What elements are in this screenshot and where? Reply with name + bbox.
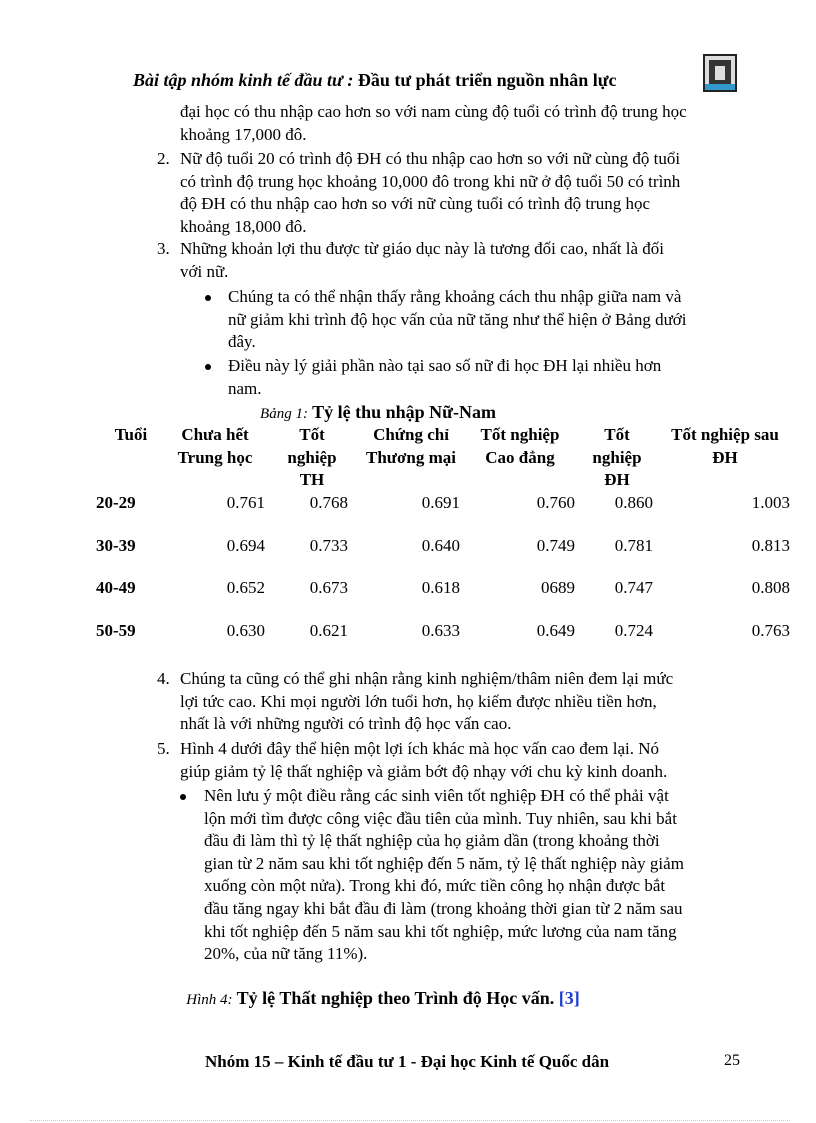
body-line: 20%, của nữ tăng 11%). [204,944,368,964]
table-cell: 0.761 [226,493,265,512]
table-header-cell: Chứng chỉ [373,425,449,444]
body-line: Nên lưu ý một điều rằng các sinh viên tốt nghiệp ĐH có thể phải vật [204,786,669,805]
table-cell: 0.860 [614,493,653,512]
table-row-age: 40-49 [96,578,136,597]
table-cell: 0.808 [751,578,790,597]
list-number: 2. [157,149,170,168]
university-logo-icon [703,54,737,92]
page-edge-divider [30,1120,790,1121]
body-line: xuống còn một nửa). Trong khi đó, mức tiền công họ nhận được bắt [204,876,666,896]
body-line: đầu đi làm thì tỷ lệ thất nghiệp của họ giảm dần (trong khoảng thời [204,831,660,851]
body-line: khi tốt nghiệp đến 5 năm sau khi tốt nghiệp, mức lương của nam tăng [204,921,677,941]
table-header-cell: Thương mại [366,447,456,467]
body-line: đại học có thu nhập cao hơn so với nam cùng độ tuổi có trình độ trung học [180,102,687,121]
body-line: đầu tăng ngay khi bắt đầu đi làm (trong khoảng thời gian từ 2 năm sau [204,899,683,918]
body-line: Chúng ta cũng có thể ghi nhận rằng kinh nghiệm/thâm niên đem lại mức [180,669,674,688]
body-line: nữ giảm khi trình độ học vấn của nữ tăng như thể hiện ở Bảng dưới [228,309,687,329]
body-line: với nữ. [180,261,229,281]
table-cell: 0.630 [226,621,265,640]
table-header-cell: Cao đẳng [485,447,555,467]
body-line: Chúng ta có thể nhận thấy rằng khoảng cách thu nhập giữa nam và [228,287,682,306]
table-cell: 0.760 [536,493,575,512]
body-line: Điều này lý giải phần nào tại sao số nữ đi học ĐH lại nhiều hơn [228,356,662,375]
page-footer: Nhóm 15 – Kinh tế đầu tư 1 - Đại học Kinh tế Quốc dân [205,1052,610,1071]
body-line: khoảng 18,000 đô. [180,216,307,236]
bullet-icon [180,794,186,800]
body-line: lợi tức cao. Khi mọi người lớn tuổi hơn, họ kiếm được nhiều tiền hơn, [180,691,657,711]
header-topic: Đầu tư phát triển nguồn nhân lực [353,70,617,90]
table-header-cell: nghiệp [287,447,337,467]
table-header-cell: Chưa hết [181,425,249,444]
table-cell: 0.633 [421,621,460,640]
table-header-cell: nghiệp [592,447,642,467]
table-cell: 0689 [541,578,575,597]
table-cell: 0.621 [309,621,348,640]
table-cell: 0.763 [751,621,790,640]
table-cell: 0.813 [751,536,790,555]
table-header-cell: TH [299,470,325,490]
table-cell: 0.747 [614,578,653,597]
header-course: Bài tập nhóm kinh tế đầu tư : [133,70,354,90]
table-row-age: 20-29 [96,493,136,512]
table-header-cell: Trung học [177,447,253,467]
table-header-cell: Tốt nghiệp [480,425,560,444]
body-line: khoảng 17,000 đô. [180,124,307,144]
table-cell: 0.649 [536,621,575,640]
table-cell: 0.618 [421,578,460,597]
table-caption-text: Tỷ lệ thu nhập Nữ-Nam [307,402,496,422]
body-line: Hình 4 dưới đây thể hiện một lợi ích khác mà học vấn cao đem lại. Nó [180,739,659,758]
table-cell: 0.724 [614,621,653,640]
table-cell: 0.673 [309,578,348,597]
body-line: độ ĐH có thu nhập cao hơn so với nữ cùng tuổi có trình độ trung học [180,194,651,214]
body-line: giúp giảm tỷ lệ thất nghiệp và giảm bớt độ nhạy với chu kỳ kinh doanh. [180,761,668,781]
figure-caption [0,988,791,1009]
table-header-cell: Tốt [604,425,630,444]
table-row-age: 50-59 [96,621,136,640]
table-cell: 0.768 [309,493,348,512]
table-header-cell: Tuổi [114,425,148,444]
reference-link[interactable]: [3] [558,988,580,1008]
table-cell: 0.733 [309,536,348,555]
table-header-cell: Tốt [299,425,325,444]
table-header-cell: Tốt nghiệp sau [671,425,779,444]
body-line: Nữ độ tuổi 20 có trình độ ĐH có thu nhập cao hơn so với nữ cùng độ tuổi [180,149,681,168]
page-header [133,70,617,91]
table-cell: 0.691 [421,493,460,512]
table-cell: 0.781 [614,536,653,555]
bullet-icon [205,295,211,301]
table-cell: 0.640 [421,536,460,555]
table-header-cell: ĐH [712,447,738,467]
body-line: Những khoản lợi thu được từ giáo dục này là tương đối cao, nhất là đối [180,239,665,258]
bullet-icon [205,364,211,370]
table-cell: 0.652 [226,578,265,597]
body-line: gian từ 2 năm sau khi tốt nghiệp đến 5 năm, tỷ lệ thất nghiệp này giảm [204,853,684,873]
table-caption [0,402,786,423]
figure-caption-text: Tỷ lệ Thất nghiệp theo Trình độ Học vấn. [232,988,559,1008]
body-line: lộn mới tìm được công việc đầu tiên của mình. Tuy nhiên, sau khi bắt [204,808,677,828]
list-number: 5. [157,739,170,758]
list-number: 4. [157,669,170,688]
body-line: nam. [228,378,262,398]
table-row-age: 30-39 [96,536,136,555]
page-number: 25 [724,1052,740,1069]
list-number: 3. [157,239,170,258]
body-line: nhất là với những người có trình độ học vấn cao. [180,714,512,734]
table-caption-label: Bảng 1: [260,406,308,422]
figure-caption-label: Hình 4: [186,992,233,1008]
body-line: có trình độ trung học khoảng 10,000 đô trong khi nữ ở độ tuổi 50 có trình [180,171,681,191]
table-cell: 0.749 [536,536,575,555]
body-line: đây. [228,332,256,352]
table-cell: 1.003 [751,493,790,512]
table-header-cell: ĐH [604,470,630,490]
table-cell: 0.694 [226,536,265,555]
